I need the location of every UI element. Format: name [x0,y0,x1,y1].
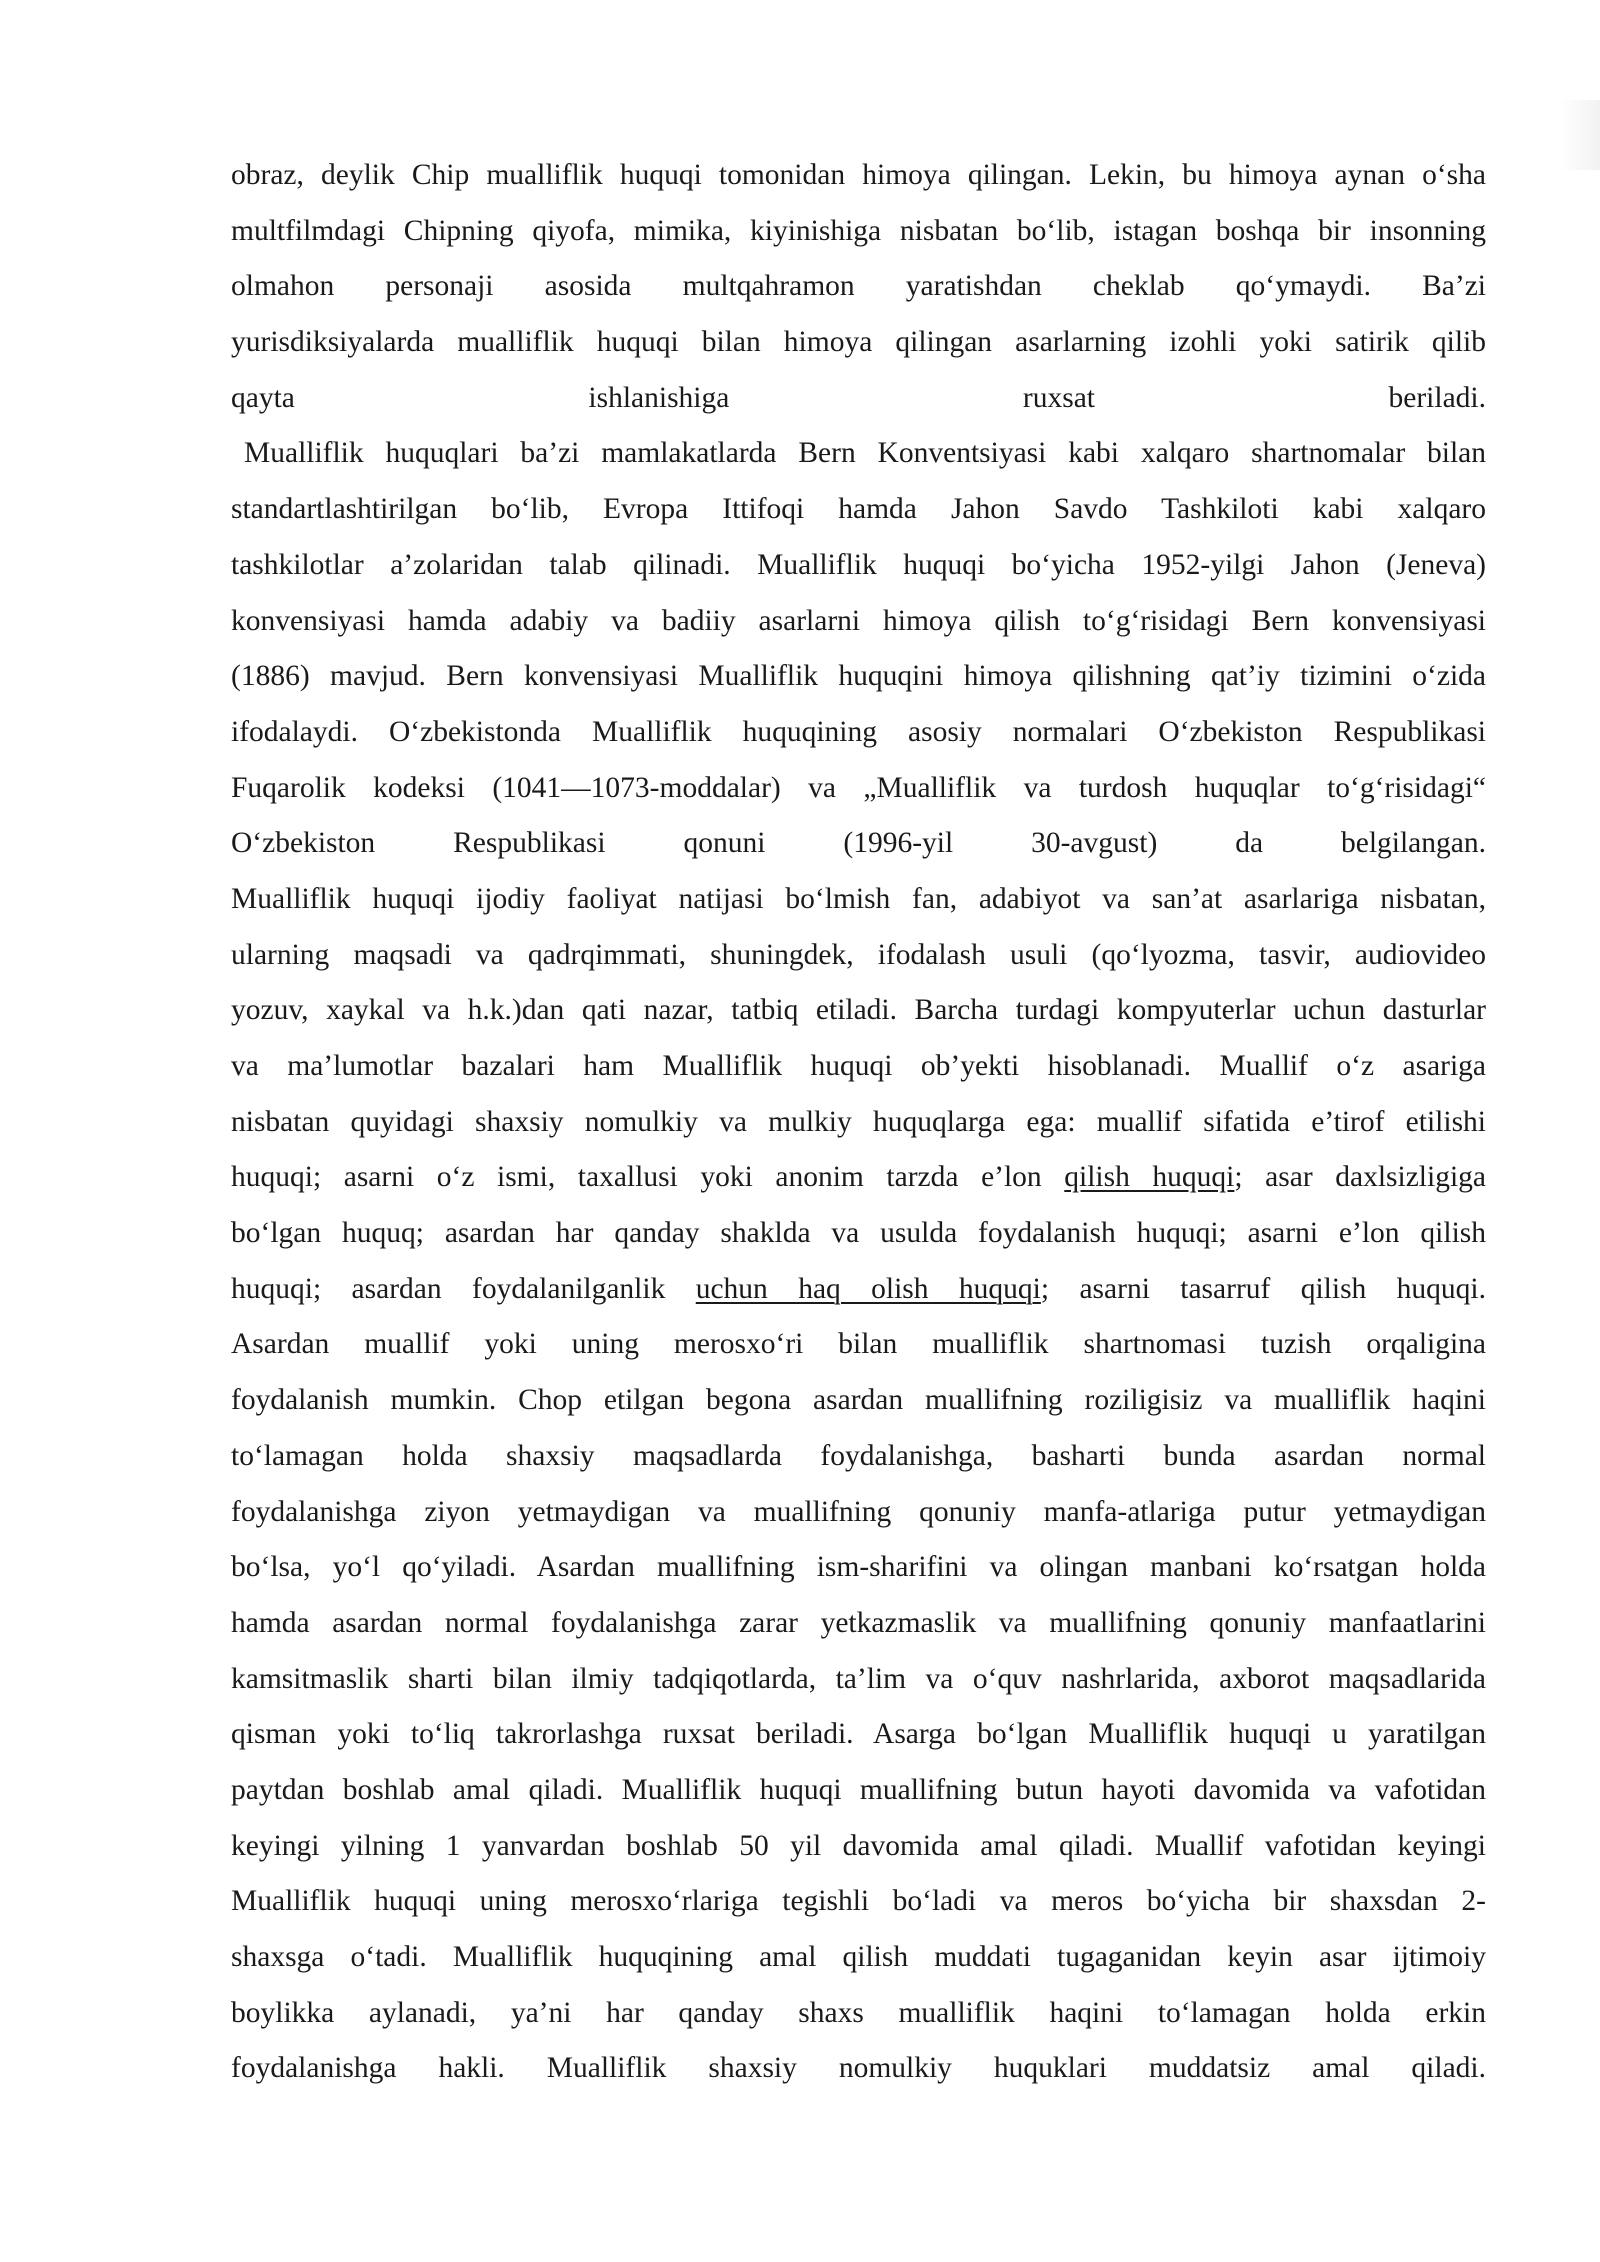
text-line: konvensiyasi hamda adabiy va badiiy asarlarni himoya qilish to‘g‘risidagi Bern konvensiyasi [231,604,1486,637]
text-line: ularning maqsadi va qadrqimmati, shuningdek, ifodalash usuli (qo‘lyozma, tasvir, audiovideo [231,938,1486,971]
text-line: nisbatan quyidagi shaxsiy nomulkiy va mulkiy huquqlarga ega: muallif sifatida e’tirof etilishi [231,1105,1486,1138]
text-line-with-link [231,1262,1486,1318]
text-line: qisman yoki to‘liq takrorlashga ruxsat beriladi. Asarga bo‘lgan Mualliflik huquqi u yaratilgan [231,1718,1486,1751]
text-line: shaxsga o‘tadi. Mualliflik huquqining amal qilish muddati tugaganidan keyin asar ijtimoiy [231,1941,1486,1973]
text-line: boylikka aylanadi, ya’ni har qanday shaxs mualliflik haqini to‘lamagan holda erkin [231,1996,1486,2029]
page-edge-shadow [1560,100,1600,170]
text-line: tashkilotlar a’zolaridan talab qilinadi. Mualliflik huquqi bo‘yicha 1952-yilgi Jahon (Jeneva) [231,548,1486,581]
text-line: foydalanishga ziyon yetmaydigan va muallifning qonuniy manfa-atlariga putur yetmaydigan [231,1495,1486,1528]
text-line: keyingi yilning 1 yanvardan boshlab 50 yil davomida amal qiladi. Muallif vafotidan keyingi [231,1829,1486,1862]
text-line: bo‘lgan huquq; asardan har qanday shaklda va usulda foydalanish huquqi; asarni e’lon qilish [231,1217,1486,1250]
text-line: ifodalaydi. O‘zbekistonda Mualliflik huquqining asosiy normalari O‘zbekiston Respublikasi [231,715,1486,748]
text-line: paytdan boshlab amal qiladi. Mualliflik huquqi muallifning butun hayoti davomida va vafotidan [231,1773,1486,1806]
text-line: foydalanishga hakli. Mualliflik shaxsiy nomulkiy huquklari muddatsiz amal qiladi. [231,2052,1486,2085]
text-line: O‘zbekiston Respublikasi qonuni (1996-yil 30-avgust) da belgilangan. [231,827,1486,860]
text-segment: huquqi; asardan foydalanilganlik [231,1272,696,1305]
text-line: hamda asardan normal foydalanishga zarar yetkazmaslik va muallifning qonuniy manfaatlarini [231,1606,1486,1639]
text-line: standartlashtirilgan bo‘lib, Evropa Ittifoqi hamda Jahon Savdo Tashkiloti kabi xalqaro [231,493,1486,526]
text-line: yozuv, xaykal va h.k.)dan qati nazar, tatbiq etiladi. Barcha turdagi kompyuterlar uchun dasturlar [231,994,1486,1027]
underlined-link[interactable]: qilish huquqi [1064,1161,1235,1194]
text-segment: ; asarni tasarruf qilish huquqi. [1040,1272,1487,1305]
text-line: Mualliflik huquqi ijodiy faoliyat natijasi bo‘lmish fan, adabiyot va san’at asarlariga nisbatan, [231,882,1486,915]
text-line: foydalanish mumkin. Chop etilgan begona asardan muallifning roziligisiz va mualliflik haqini [231,1384,1486,1417]
underlined-link[interactable]: uchun haq olish huquqi [695,1272,1041,1305]
text-line: olmahon personaji asosida multqahramon yaratishdan cheklab qo‘ymaydi. Ba’zi [231,270,1486,303]
text-line: (1886) mavjud. Bern konvensiyasi Mualliflik huquqini himoya qilishning qat’iy tizimini o‘zida [231,660,1486,693]
body-text [231,148,1486,2097]
text-line: to‘lamagan holda shaxsiy maqsadlarda foydalanishga, basharti bunda asardan normal [231,1439,1486,1472]
text-line: bo‘lsa, yo‘l qo‘yiladi. Asardan muallifning ism-sharifini va olingan manbani ko‘rsatgan holda [231,1551,1486,1584]
text-line: qayta ishlanishiga ruxsat beriladi. [231,381,1486,414]
text-line: obraz, deylik Chip mualliflik huquqi tomonidan himoya qilingan. Lekin, bu himoya aynan o‘sha [231,159,1486,191]
text-line: Mualliflik huquqi uning merosxo‘rlariga tegishli bo‘ladi va meros bo‘yicha bir shaxsdan 2- [231,1885,1486,1918]
text-line: yurisdiksiyalarda mualliflik huquqi bilan himoya qilingan asarlarning izohli yoki satirik qilib [231,326,1486,359]
text-line: Fuqarolik kodeksi (1041—1073-moddalar) va „Mualliflik va turdosh huquqlar to‘g‘risidagi“ [231,771,1486,804]
text-segment: huquqi; asarni o‘z ismi, taxallusi yoki anonim tarzda e’lon [231,1161,1065,1194]
text-line: Asardan muallif yoki uning merosxo‘ri bilan mualliflik shartnomasi tuzish orqaligina [231,1328,1486,1361]
text-line: multfilmdagi Chipning qiyofa, mimika, kiyinishiga nisbatan bo‘lib, istagan boshqa bir insonning [231,214,1486,247]
text-line-with-link [231,1150,1486,1206]
text-line: va ma’lumotlar bazalari ham Mualliflik huquqi ob’yekti hisoblanadi. Muallif o‘z asariga [231,1050,1486,1082]
text-segment: ; asar daxlsizligiga [1234,1161,1486,1194]
text-line: kamsitmaslik sharti bilan ilmiy tadqiqotlarda, ta’lim va o‘quv nashrlarida, axborot maqsadlarida [231,1662,1486,1695]
text-line: Mualliflik huquqlari ba’zi mamlakatlarda Bern Konventsiyasi kabi xalqaro shartnomalar bilan [244,437,1486,470]
